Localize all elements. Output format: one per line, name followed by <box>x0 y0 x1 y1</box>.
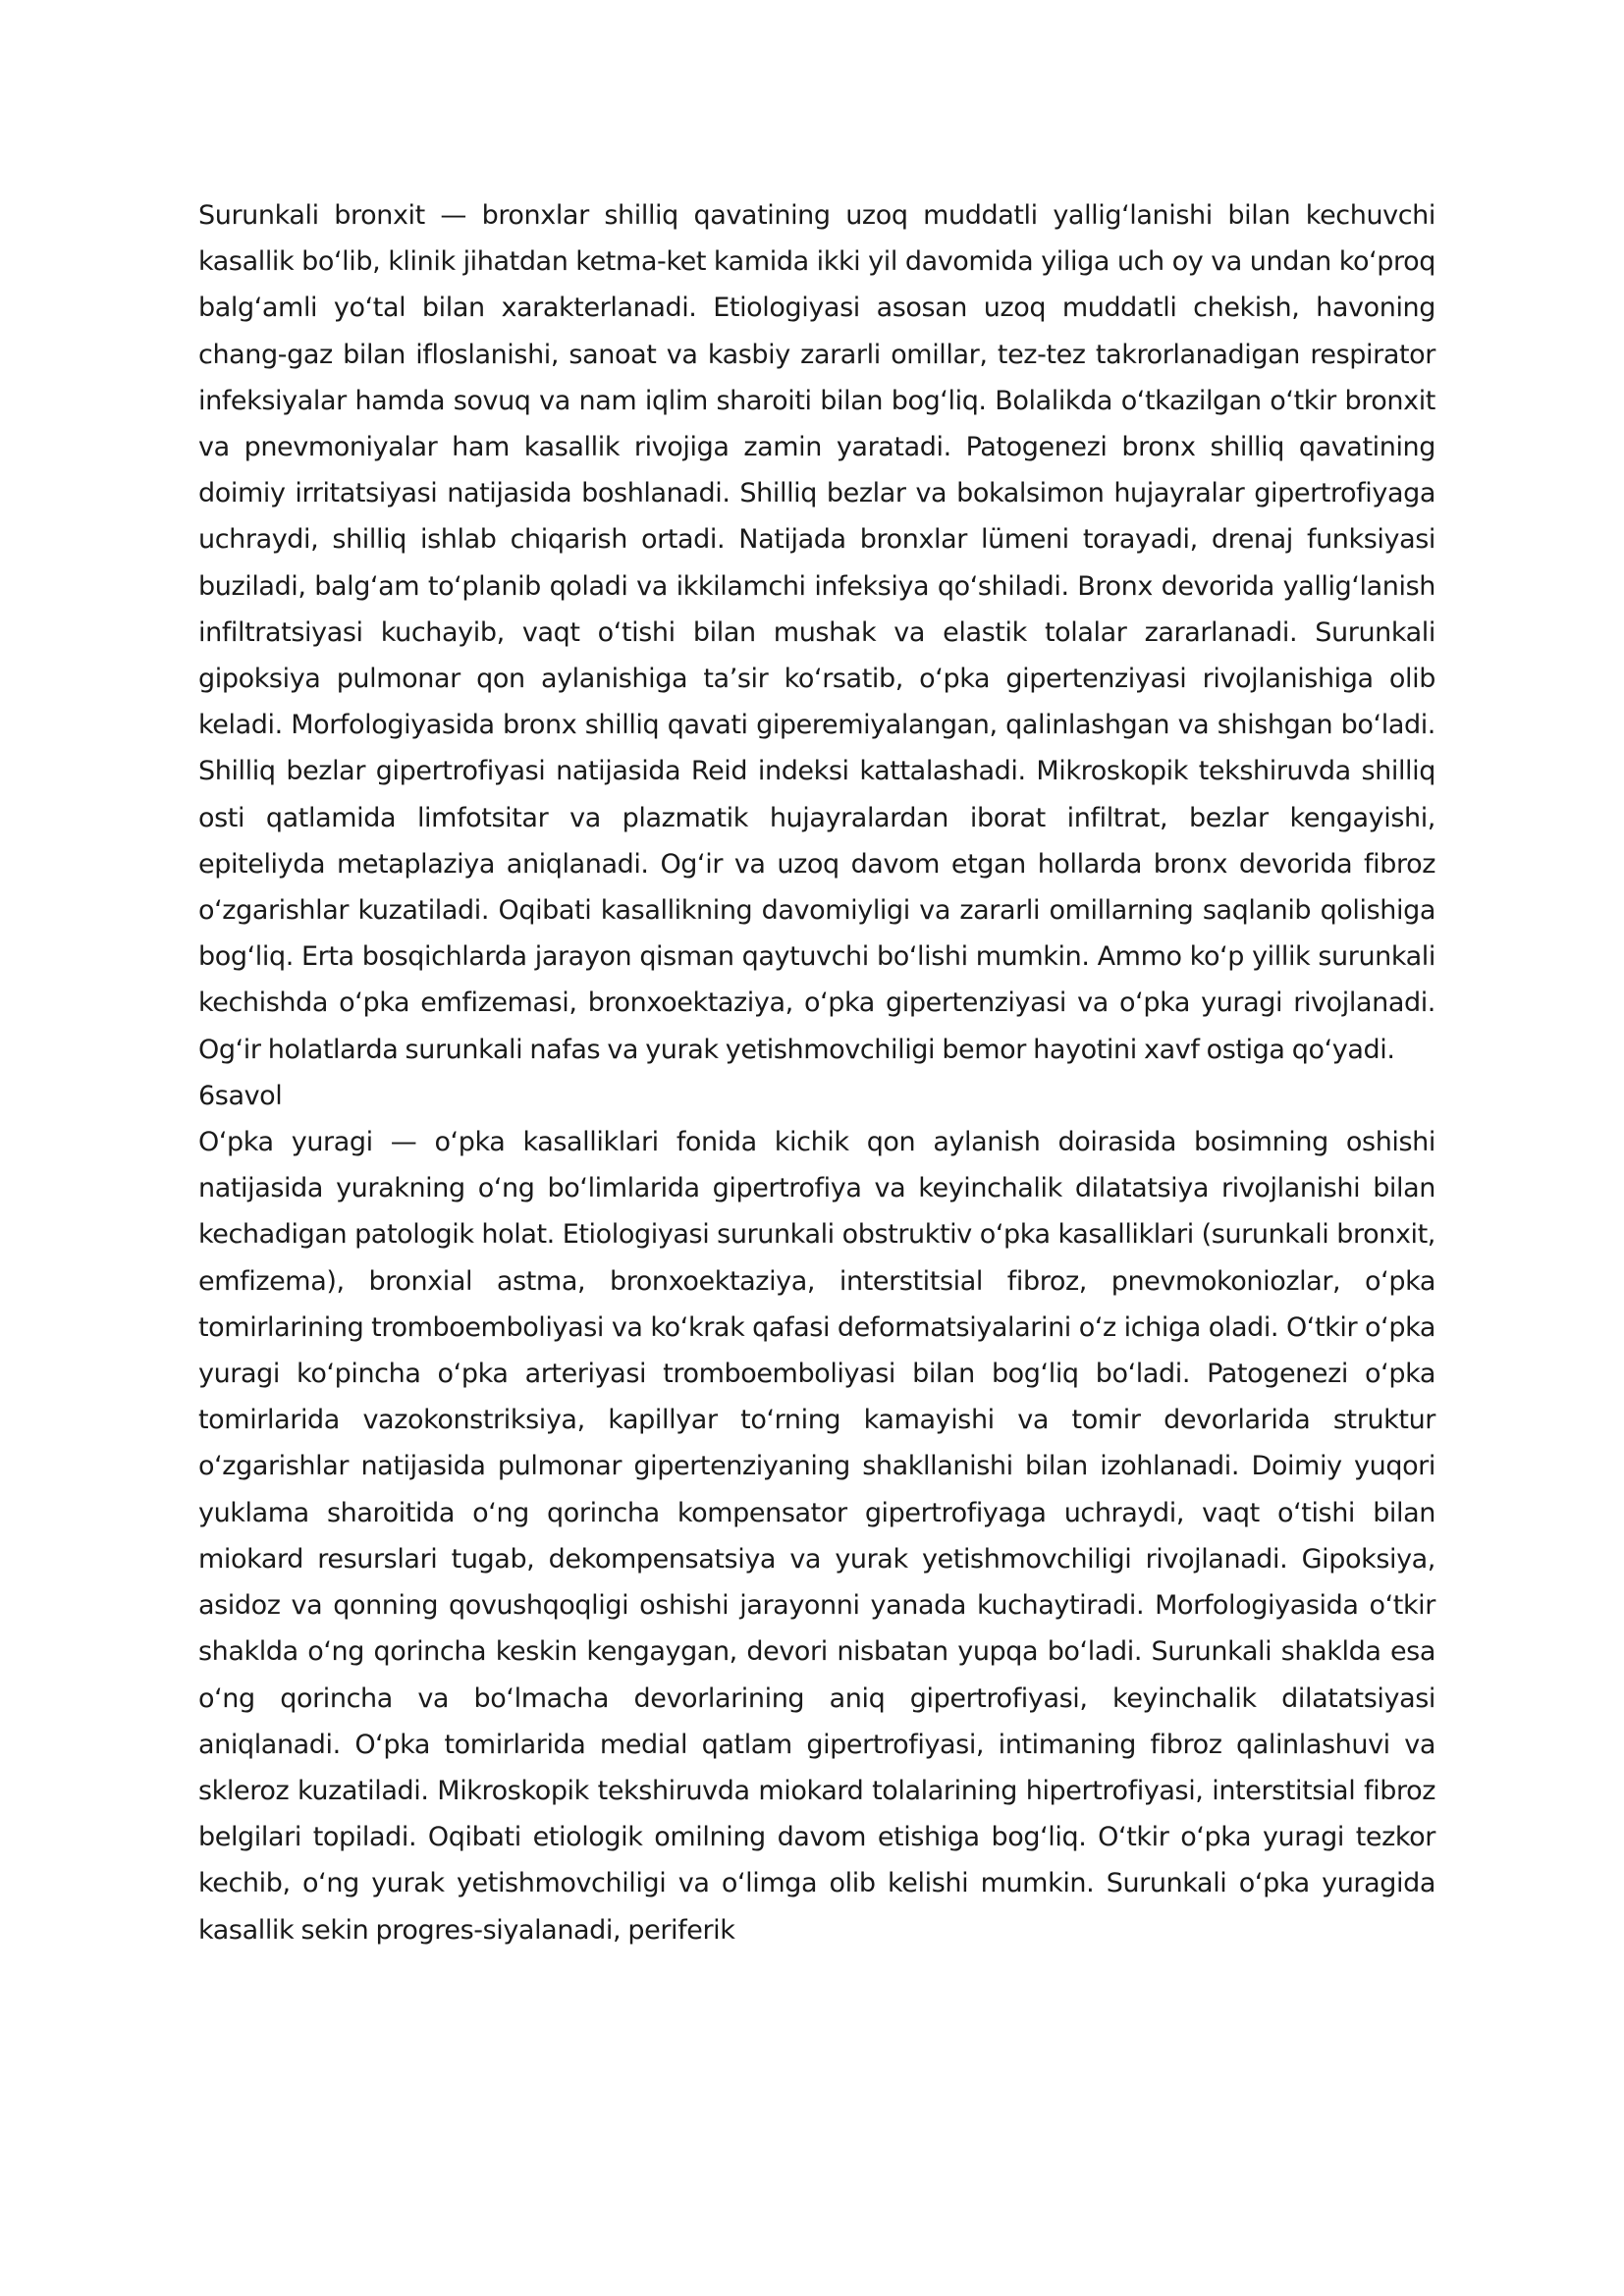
paragraph-chronic-bronchitis: Surunkali bronxit — bronxlar shilliq qavatining uzoq muddatli yallig‘lanishi bilan kechuvchi kasallik bo‘lib, klinik jihatdan ketma-ket kamida ikki yil davomida yiliga uch oy va undan ko‘proq balg‘amli yo‘tal bilan xarakterlanadi. Etiologiyasi asosan uzoq muddatli chekish, havoning chang-gaz bilan ifloslanishi, sanoat va kasbiy zararli omillar, tez-tez takrorlanadigan respirator infeksiyalar hamda sovuq va nam iqlim sharoiti bilan bog‘liq. Bolalikda o‘tkazilgan o‘tkir bronxit va pnevmoniyalar ham kasallik rivojiga zamin yaratadi. Patogenezi bronx shilliq qavatining doimiy irritatsiyasi natijasida boshlanadi. Shilliq bezlar va bokalsimon hujayralar gipertrofiyaga uchraydi, shilliq ishlab chiqarish ortadi. Natijada bronxlar lümeni torayadi, drenaj funksiyasi buziladi, balg‘am to‘planib qoladi va ikkilamchi infeksiya qo‘shiladi. Bronx devorida yallig‘lanish infiltratsiyasi kuchayib, vaqt o‘tishi bilan mushak va elastik tolalar zararlanadi. Surunkali gipoksiya pulmonar qon aylanishiga ta’sir ko‘rsatib, o‘pka gipertenziyasi rivojlanishiga olib keladi. Morfologiyasida bronx shilliq qavati giperemiyalangan, qalinlashgan va shishgan bo‘ladi. Shilliq bezlar gipertrofiyasi natijasida Reid indeksi kattalashadi. Mikroskopik tekshiruvda shilliq osti qatlamida limfotsitar va plazmatik hujayralardan iborat infiltrat, bezlar kengayishi, epiteliyda metaplaziya aniqlanadi. Og‘ir va uzoq davom etgan hollarda bronx devorida fibroz o‘zgarishlar kuzatiladi. Oqibati kasallikning davomiyligi va zararli omillarning saqlanib qolishiga bog‘liq. Erta bosqichlarda jarayon qisman qaytuvchi bo‘lishi mumkin. Ammo ko‘p yillik surunkali kechishda o‘pka emfizemasi, bronxoektaziya, o‘pka gipertenziyasi va o‘pka yuragi rivojlanadi. Og‘ir holatlarda surunkali nafas va yurak yetishmovchiligi bemor hayotini xavf ostiga qo‘yadi. <box>198 200 1435 1065</box>
section-heading: 6savol <box>198 1080 283 1111</box>
paragraph-cor-pulmonale: O‘pka yuragi — o‘pka kasalliklari fonida kichik qon aylanish doirasida bosimning oshishi natijasida yurakning o‘ng bo‘limlarida gipertrofiya va keyinchalik dilatatsiya rivojlanishi bilan kechadigan patologik holat. Etiologiyasi surunkali obstruktiv o‘pka kasalliklari (surunkali bronxit, emfizema), bronxial astma, bronxoektaziya, interstitsial fibroz, pnevmokoniozlar, o‘pka tomirlarining tromboemboliyasi va ko‘krak qafasi deformatsiyalarini o‘z ichiga oladi. O‘tkir o‘pka yuragi ko‘pincha o‘pka arteriyasi tromboemboliyasi bilan bog‘liq bo‘ladi. Patogenezi o‘pka tomirlarida vazokonstriksiya, kapillyar to‘rning kamayishi va tomir devorlarida struktur o‘zgarishlar natijasida pulmonar gipertenziyaning shakllanishi bilan izohlanadi. Doimiy yuqori yuklama sharoitida o‘ng qorincha kompensator gipertrofiyaga uchraydi, vaqt o‘tishi bilan miokard resurslari tugab, dekompensatsiya va yurak yetishmovchiligi rivojlanadi. Gipoksiya, asidoz va qonning qovushqoqligi oshishi jarayonni yanada kuchaytiradi. Morfologiyasida o‘tkir shaklda o‘ng qorincha keskin kengaygan, devori nisbatan yupqa bo‘ladi. Surunkali shaklda esa o‘ng qorincha va bo‘lmacha devorlarining aniq gipertrofiyasi, keyinchalik dilatatsiyasi aniqlanadi. O‘pka tomirlarida medial qatlam gipertrofiyasi, intimaning fibroz qalinlashuvi va skleroz kuzatiladi. Mikroskopik tekshiruvda miokard tolalarining hipertrofiyasi, interstitsial fibroz belgilari topiladi. Oqibati etiologik omilning davom etishiga bog‘liq. O‘tkir o‘pka yuragi tezkor kechib, o‘ng yurak yetishmovchiligi va o‘limga olib kelishi mumkin. Surunkali o‘pka yuragida kasallik sekin progres-siyalanadi, periferik <box>198 1127 1435 1946</box>
document-page <box>198 192 1435 1953</box>
